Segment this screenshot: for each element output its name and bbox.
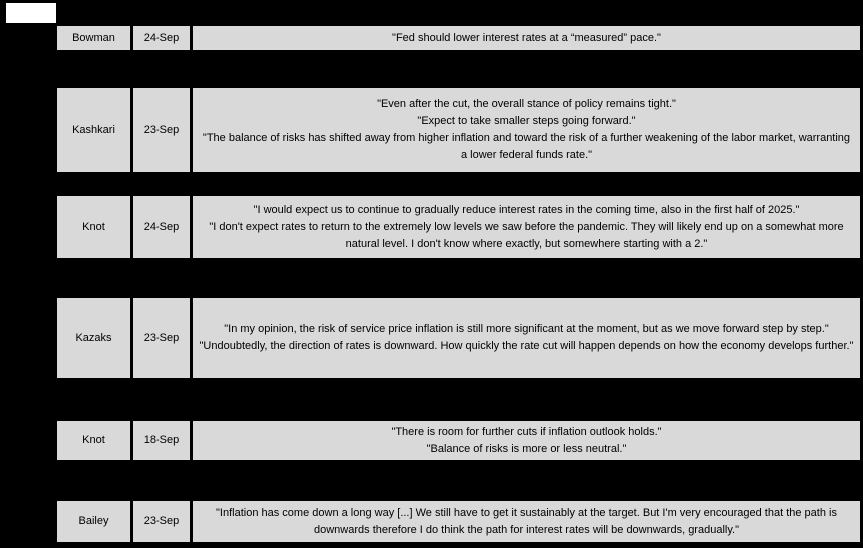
quote-cell: "There is room for further cuts if inflation outlook holds." "Balance of risks is more or less neutral." [193, 421, 860, 460]
table-row [57, 88, 860, 172]
date-cell: 23-Sep [133, 298, 190, 378]
table-row [57, 196, 860, 258]
date-cell: 18-Sep [133, 421, 190, 460]
legend-box [6, 3, 56, 23]
table-row [57, 421, 860, 460]
speaker-name-cell: Bailey [57, 501, 130, 542]
speaker-name-cell: Bowman [57, 26, 130, 50]
quote-cell: "Inflation has come down a long way [...] We still have to get it sustainably at the target. But I'm very encouraged that the path is downwards therefore I do think the path for interest rates will be downwards, gradually." [193, 501, 860, 542]
speaker-name-cell: Kazaks [57, 298, 130, 378]
quote-cell: "In my opinion, the risk of service price inflation is still more significant at the moment, but as we move forward step by step." "Undoubtedly, the direction of rates is downward. How quickly the rate cut will happen depends on how the economy develops further." [193, 298, 860, 378]
date-cell: 24-Sep [133, 26, 190, 50]
speaker-name-cell: Kashkari [57, 88, 130, 172]
date-cell: 24-Sep [133, 196, 190, 258]
date-cell: 23-Sep [133, 501, 190, 542]
quote-cell: "I would expect us to continue to gradually reduce interest rates in the coming time, also in the first half of 2025." "I don't expect rates to return to the extremely low levels we saw before the pandemic. They will likely end up on a somewhat more natural level. I don't know where exactly, but somewhere starting with a 2." [193, 196, 860, 258]
table-row [57, 298, 860, 378]
table-row [57, 26, 860, 50]
speaker-name-cell: Knot [57, 196, 130, 258]
date-cell: 23-Sep [133, 88, 190, 172]
table-row [57, 501, 860, 542]
quote-cell: "Fed should lower interest rates at a “measured” pace." [193, 26, 860, 50]
speaker-name-cell: Knot [57, 421, 130, 460]
quote-cell: "Even after the cut, the overall stance of policy remains tight." "Expect to take smaller steps going forward." "The balance of risks has shifted away from higher inflation and toward the risk of a further weakening of the labor market, warranting a lower federal funds rate." [193, 88, 860, 172]
